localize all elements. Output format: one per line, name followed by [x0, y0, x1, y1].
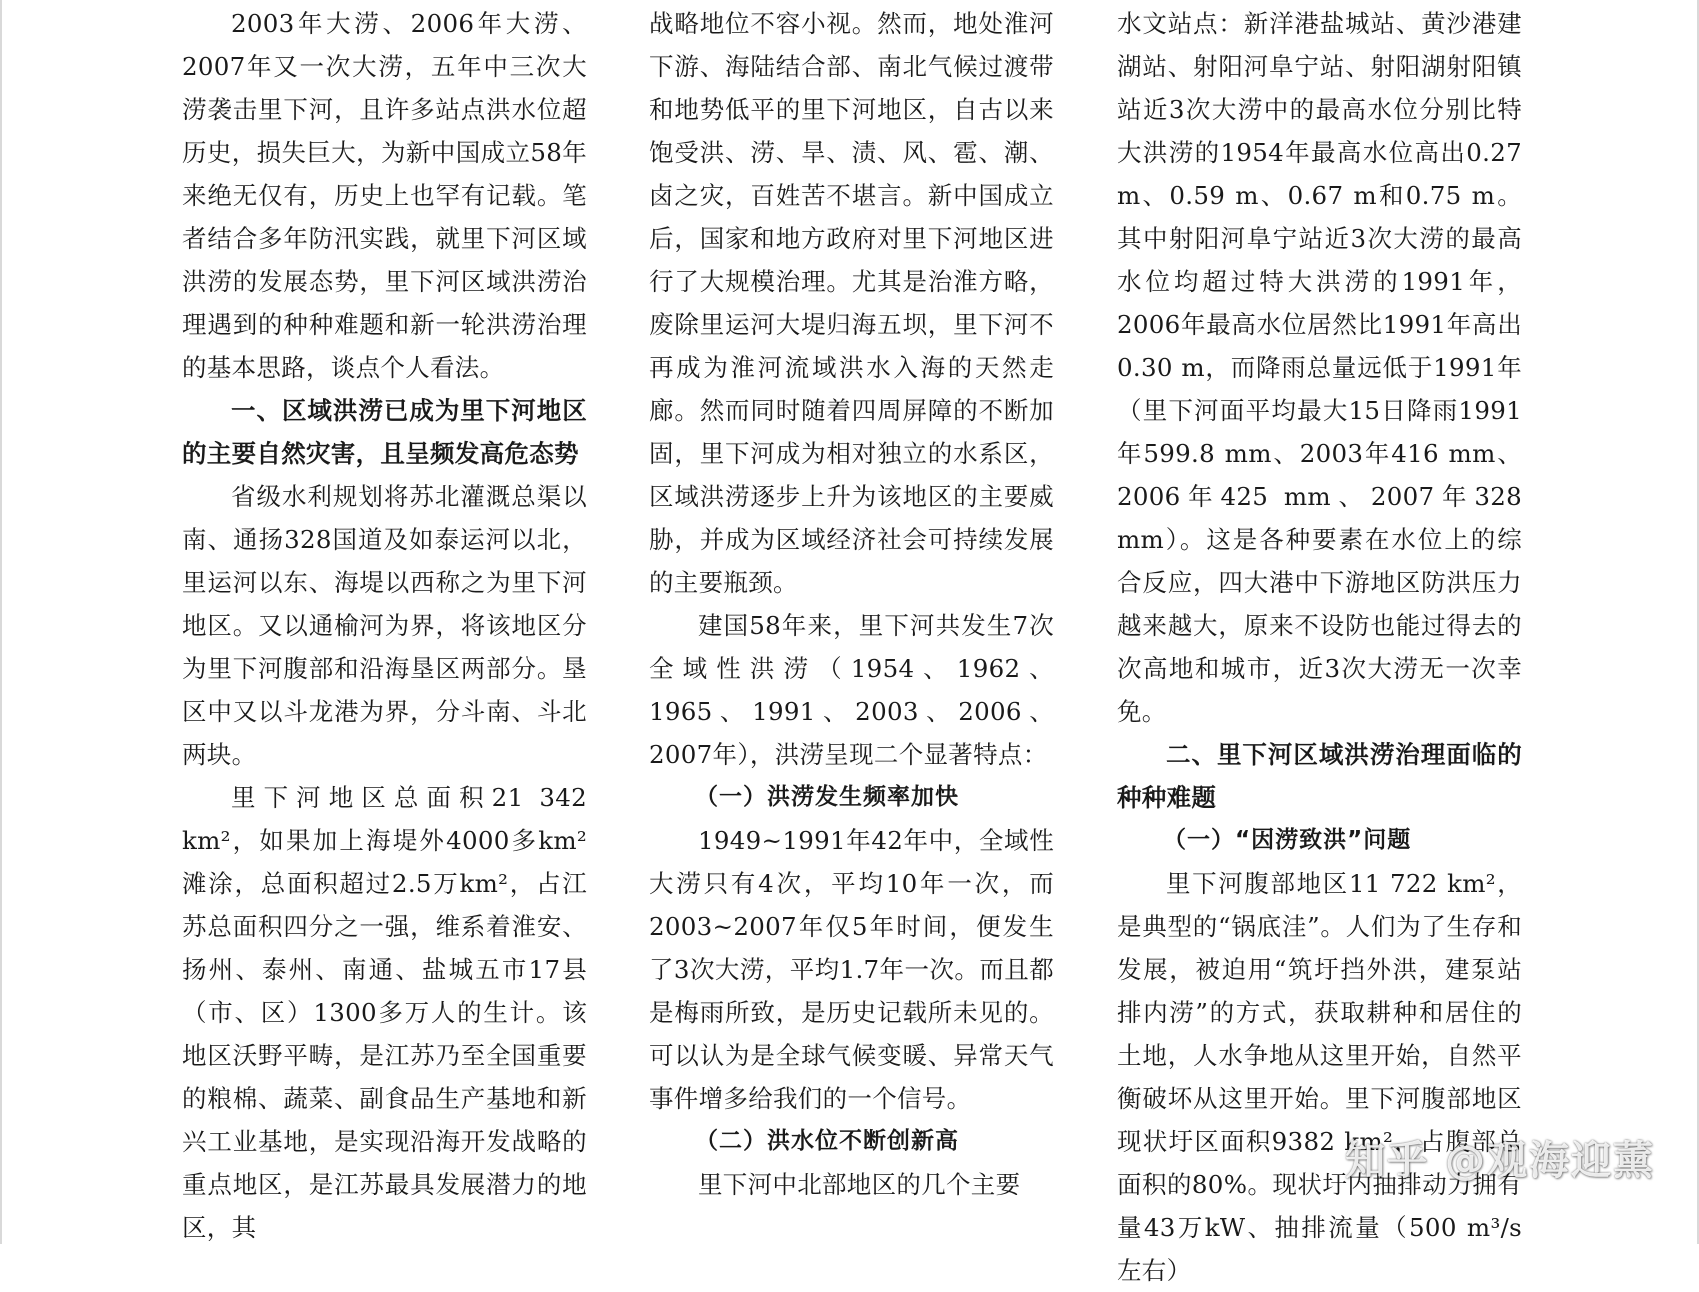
paragraph-flood-history: 建国58年来，里下河共发生7次全域性洪涝（1954、1962、1965、1991、2003、2006、2007年），洪涝呈现二个显著特点： — [649, 611, 1054, 769]
text-column-3 — [1117, 2, 1522, 1292]
subheading-flood-from-waterlogging: （一）“因涝致洪”问题 — [1163, 827, 1412, 853]
zhihu-watermark: 知乎 @观海迎薰 — [1345, 1138, 1655, 1184]
paragraph-frequency: 1949~1991年42年中，全域性大涝只有4次，平均10年一次，而2003~2007年仅5年时间，便发生了3次大涝，平均1.7年一次。而且都是梅雨所致，是历史记载所未见的。可以认为是全球气候变暖、异常天气事件增多给我们的一个信号。 — [649, 826, 1054, 1113]
section-heading-1: 一、区域洪涝已成为里下河地区的主要自然灾害，且呈频发高危态势 — [182, 396, 587, 468]
paragraph-region-area: 里下河地区总面积21 342 km²，如果加上海堤外4000多km²滩涂，总面积超过2.5万km²，占江苏总面积四分之一强，维系着淮安、扬州、泰州、南通、盐城五市17县（市、区）1300多万人的生计。该地区沃野平畴，是江苏乃至全国重要的粮棉、蔬菜、副食品生产基地和新兴工业基地，是实现沿海开发战略的重点地区，是江苏最具发展潜力的地区，其 — [182, 783, 587, 1242]
paragraph-intro: 2003年大涝、2006年大涝、2007年又一次大涝，五年中三次大涝袭击里下河，且许多站点洪水位超历史，损失巨大，为新中国成立58年来绝无仅有，历史上也罕有记载。笔者结合多年防汛实践，就里下河区域洪涝的发展态势，里下河区域洪涝治理遇到的种种难题和新一轮洪涝治理的基本思路，谈点个人看法。 — [182, 9, 587, 382]
paragraph-hydrological-stations: 水文站点：新洋港盐城站、黄沙港建湖站、射阳河阜宁站、射阳湖射阳镇站近3次大涝中的最高水位分别比特大洪涝的1954年最高水位高出0.27 m、0.59 m、0.67 m和0.75 m。其中射阳河阜宁站近3次大涝的最高水位均超过特大洪涝的1991年，2006年最高水位居然比1991年高出0.30 m，而降雨总量远低于1991年（里下河面平均最大15日降雨1991年599.8 mm、2003年416 mm、2006年425 mm、2007年328 mm）。这是各种要素在水位上的综合反应，四大港中下游地区防洪压力越来越大，原来不设防也能过得去的次高地和城市，近3次大涝无一次幸免。 — [1117, 9, 1522, 726]
paragraph-pot-bottom-depression: 里下河腹部地区11 722 km²，是典型的“锅底洼”。人们为了生存和发展，被迫用“筑圩挡外洪，建泵站排内涝”的方式，获取耕种和居住的土地，人水争地从这里开始，自然平衡破坏从这里开始。里下河腹部地区现状圩区面积9382 km²，占腹部总面积的80%。现状圩内抽排动力拥有量43万kW、抽排流量（500 m³/s左右） — [1117, 869, 1522, 1285]
paragraph-region-definition: 省级水利规划将苏北灌溉总渠以南、通扬328国道及如泰运河以北，里运河以东、海堤以西称之为里下河地区。又以通榆河为界，将该地区分为里下河腹部和沿海垦区两部分。垦区中又以斗龙港为界，分斗南、斗北两块。 — [182, 482, 587, 769]
page-edge-left — [0, 0, 2, 1244]
paragraph-strategic-position: 战略地位不容小视。然而，地处淮河下游、海陆结合部、南北气候过渡带和地势低平的里下河地区，自古以来饱受洪、涝、旱、渍、风、雹、潮、卤之灾，百姓苦不堪言。新中国成立后，国家和地方政府对里下河地区进行了大规模治理。尤其是治淮方略，废除里运河大堤归海五坝，里下河不再成为淮河流域洪水入海的天然走廊。然而同时随着四周屏障的不断加固，里下河成为相对独立的水系区，区域洪涝逐步上升为该地区的主要威胁，并成为区域经济社会可持续发展的主要瓶颈。 — [649, 9, 1054, 597]
subheading-water-level: （二）洪水位不断创新高 — [695, 1128, 959, 1154]
paragraph-water-level-start: 里下河中北部地区的几个主要 — [698, 1170, 1021, 1199]
text-column-2 — [649, 2, 1054, 1206]
section-heading-2: 二、里下河区域洪涝治理面临的种种难题 — [1117, 740, 1522, 812]
subheading-frequency: （一）洪涝发生频率加快 — [695, 784, 959, 810]
text-column-1 — [182, 2, 587, 1249]
